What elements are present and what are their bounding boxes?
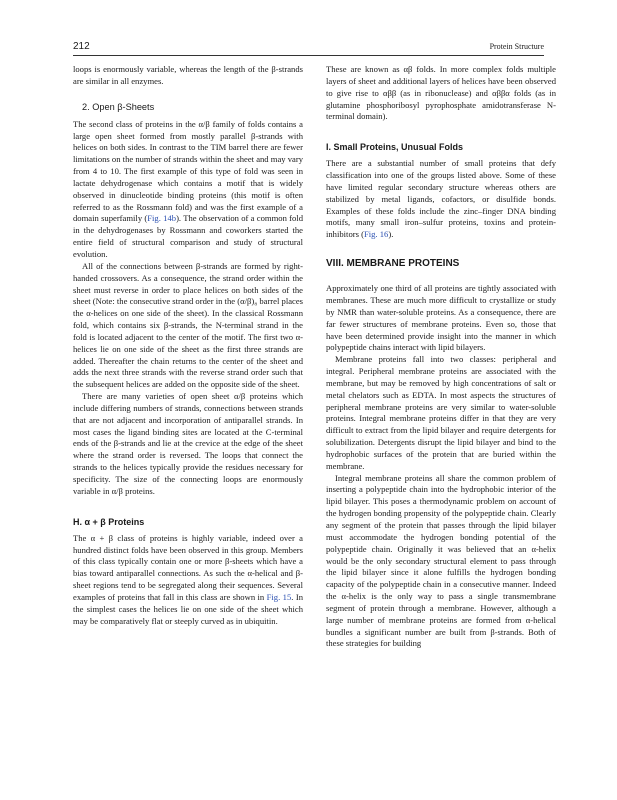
right-column [326,64,556,650]
section-heading-alpha-beta: H. α + β Proteins [73,516,145,527]
paragraph: Approximately one third of all proteins are tightly associated with membranes. These are much more difficult to crystallize or study by NMR than water-soluble proteins. As a consequence, there are far fewer structures of membrane proteins. Even so, those that have been determined provide insight into the manner in which polypeptide chains interact with lipid bilayers. [326,283,556,353]
page-number: 212 [73,41,90,52]
running-title: Protein Structure [489,42,544,51]
paragraph: All of the connections between β-strands are formed by right-handed crossovers. As a consequence, the strand order within the sheet must reverse in order to place helices on both sides of the sheet (Note: the consecutive strand order in the (α/β)₈ barrel places the α-helices on one side of the sheet). In the classical Rossmann fold, which contains six β-strands, the N-terminal strand in the fold is located adjacent to the center of the motif. The first two α-helices lie on one side of the sheet as the first three strands are added. Thereafter the chain returns to the center of the sheet and adds the next three strands with the reverse strand order such that the subsequent helices are added on the opposite side of the sheet. [73,260,303,390]
left-column [73,64,303,627]
section-heading-open-sheets: 2. Open β-Sheets [82,101,155,112]
figure-link-14b[interactable]: Fig. 14b [147,213,177,224]
paragraph: The α + β class of proteins is highly variable, indeed over a hundred distinct folds have been observed in this group. Members of this class typically contain one or more β-sheets which have a bias toward antiparallel connections. As such the α-helical and β-sheet regions tend to be segregated along their sequences. Several examples of proteins that fall in this class are shown in Fig. 15. In the simplest cases the helices lie on one side of the sheet which may be comparatively flat or steeply curved as in ubiquitin. [73,532,303,626]
paragraph: There are a substantial number of small proteins that defy classification into one of the groups listed above. Some of these have limited regular secondary structure whereas others are stabilized by metal ligands, cofactors, or disulfide bonds. Examples of these folds include the zinc–finger DNA binding motifs, many small iron–sulfur proteins, toxins and protein-inhibitors (Fig. 16). [326,158,556,240]
paragraph: These are known as αβ folds. In more complex folds multiple layers of sheet and additional layers of helices have been observed to give rise to αββ (as in ribonuclease) and αββα folds (as in glutamine phosphoribosyl pyrophosphate amidotransferase N-terminal domain). [326,64,556,122]
paragraph: Membrane proteins fall into two classes: peripheral and integral. Peripheral membrane proteins are associated with the membrane, but may be removed by high concentrations of salt or metal chelators such as EDTA. In most aspects the structures of peripheral membrane proteins are very similar to water-soluble proteins. Integral membrane proteins differ in that they are very difficult to extract from the lipid bilayer and require detergents for solubilization. Detergents disrupt the lipid bilayer and bind to the hydrophobic surfaces of the protein that are buried within the membrane. [326,354,556,471]
figure-link-15[interactable]: Fig. 15 [266,591,292,602]
section-heading-membrane-proteins: VIII. MEMBRANE PROTEINS [326,258,460,270]
section-heading-small-proteins: I. Small Proteins, Unusual Folds [326,142,464,153]
header-rule [73,55,544,56]
paragraph: There are many varieties of open sheet α/β proteins which include differing numbers of strands, connections between strands that are not adjacent and incorporation of antiparallel strands. In most cases the ligand binding sites are located at the C-terminal ends of the β-strands and lie at the crevice at the edge of the sheet where the strand order is reversed. The loops that connect the strands to the helices typically provide the residues necessary for specificity. The size of the connecting loops are enormously variable in α/β proteins. [73,391,303,496]
paragraph: The second class of proteins in the α/β family of folds contains a large open sheet formed from mostly parallel β-strands with helices on both sides. In contrast to the TIM barrel there are fewer limitations on the number of strands within the sheet and may vary from 4 to 10. The first example of this type of fold was seen in lactate dehydrogenase which contains a motif that is widely observed in dinucleotide binding proteins (this motif is often referred to as the Rossmann fold) and was the first example of a domain superfamily (Fig. 14b). The observation of a common fold in the dehydrogenases by Rossmann and coworkers started the entire field of structural comparison and study of structural evolution. [73,118,303,259]
paragraph: loops is enormously variable, whereas the length of the β-strands are similar in all enzymes. [73,64,303,86]
figure-link-16[interactable]: Fig. 16 [363,229,389,240]
paragraph: Integral membrane proteins all share the common problem of inserting a polypeptide chain into the hydrophobic interior of the lipid bilayer. This poses a thermodynamic problem on account of the hydrogen bonding propensity of the polypeptide chain. Clearly any segment of the protein that passes through the lipid bilayer must accommodate the hydrogen bonding potential of the polypeptide chain. Originally it was believed that an α-helix would be the only secondary structural element to pass through the lipid bilayer since it alone fulfills the hydrogen bonding capacity of the polypeptide chain in a consecutive manner. Indeed the α-helix is the only way to pass a single transmembrane segment of protein through a membrane. However, although a large number of membrane proteins are formed from α-helical bundles a significant number are built from β-strands. Both of these strategies for building [326,472,556,649]
